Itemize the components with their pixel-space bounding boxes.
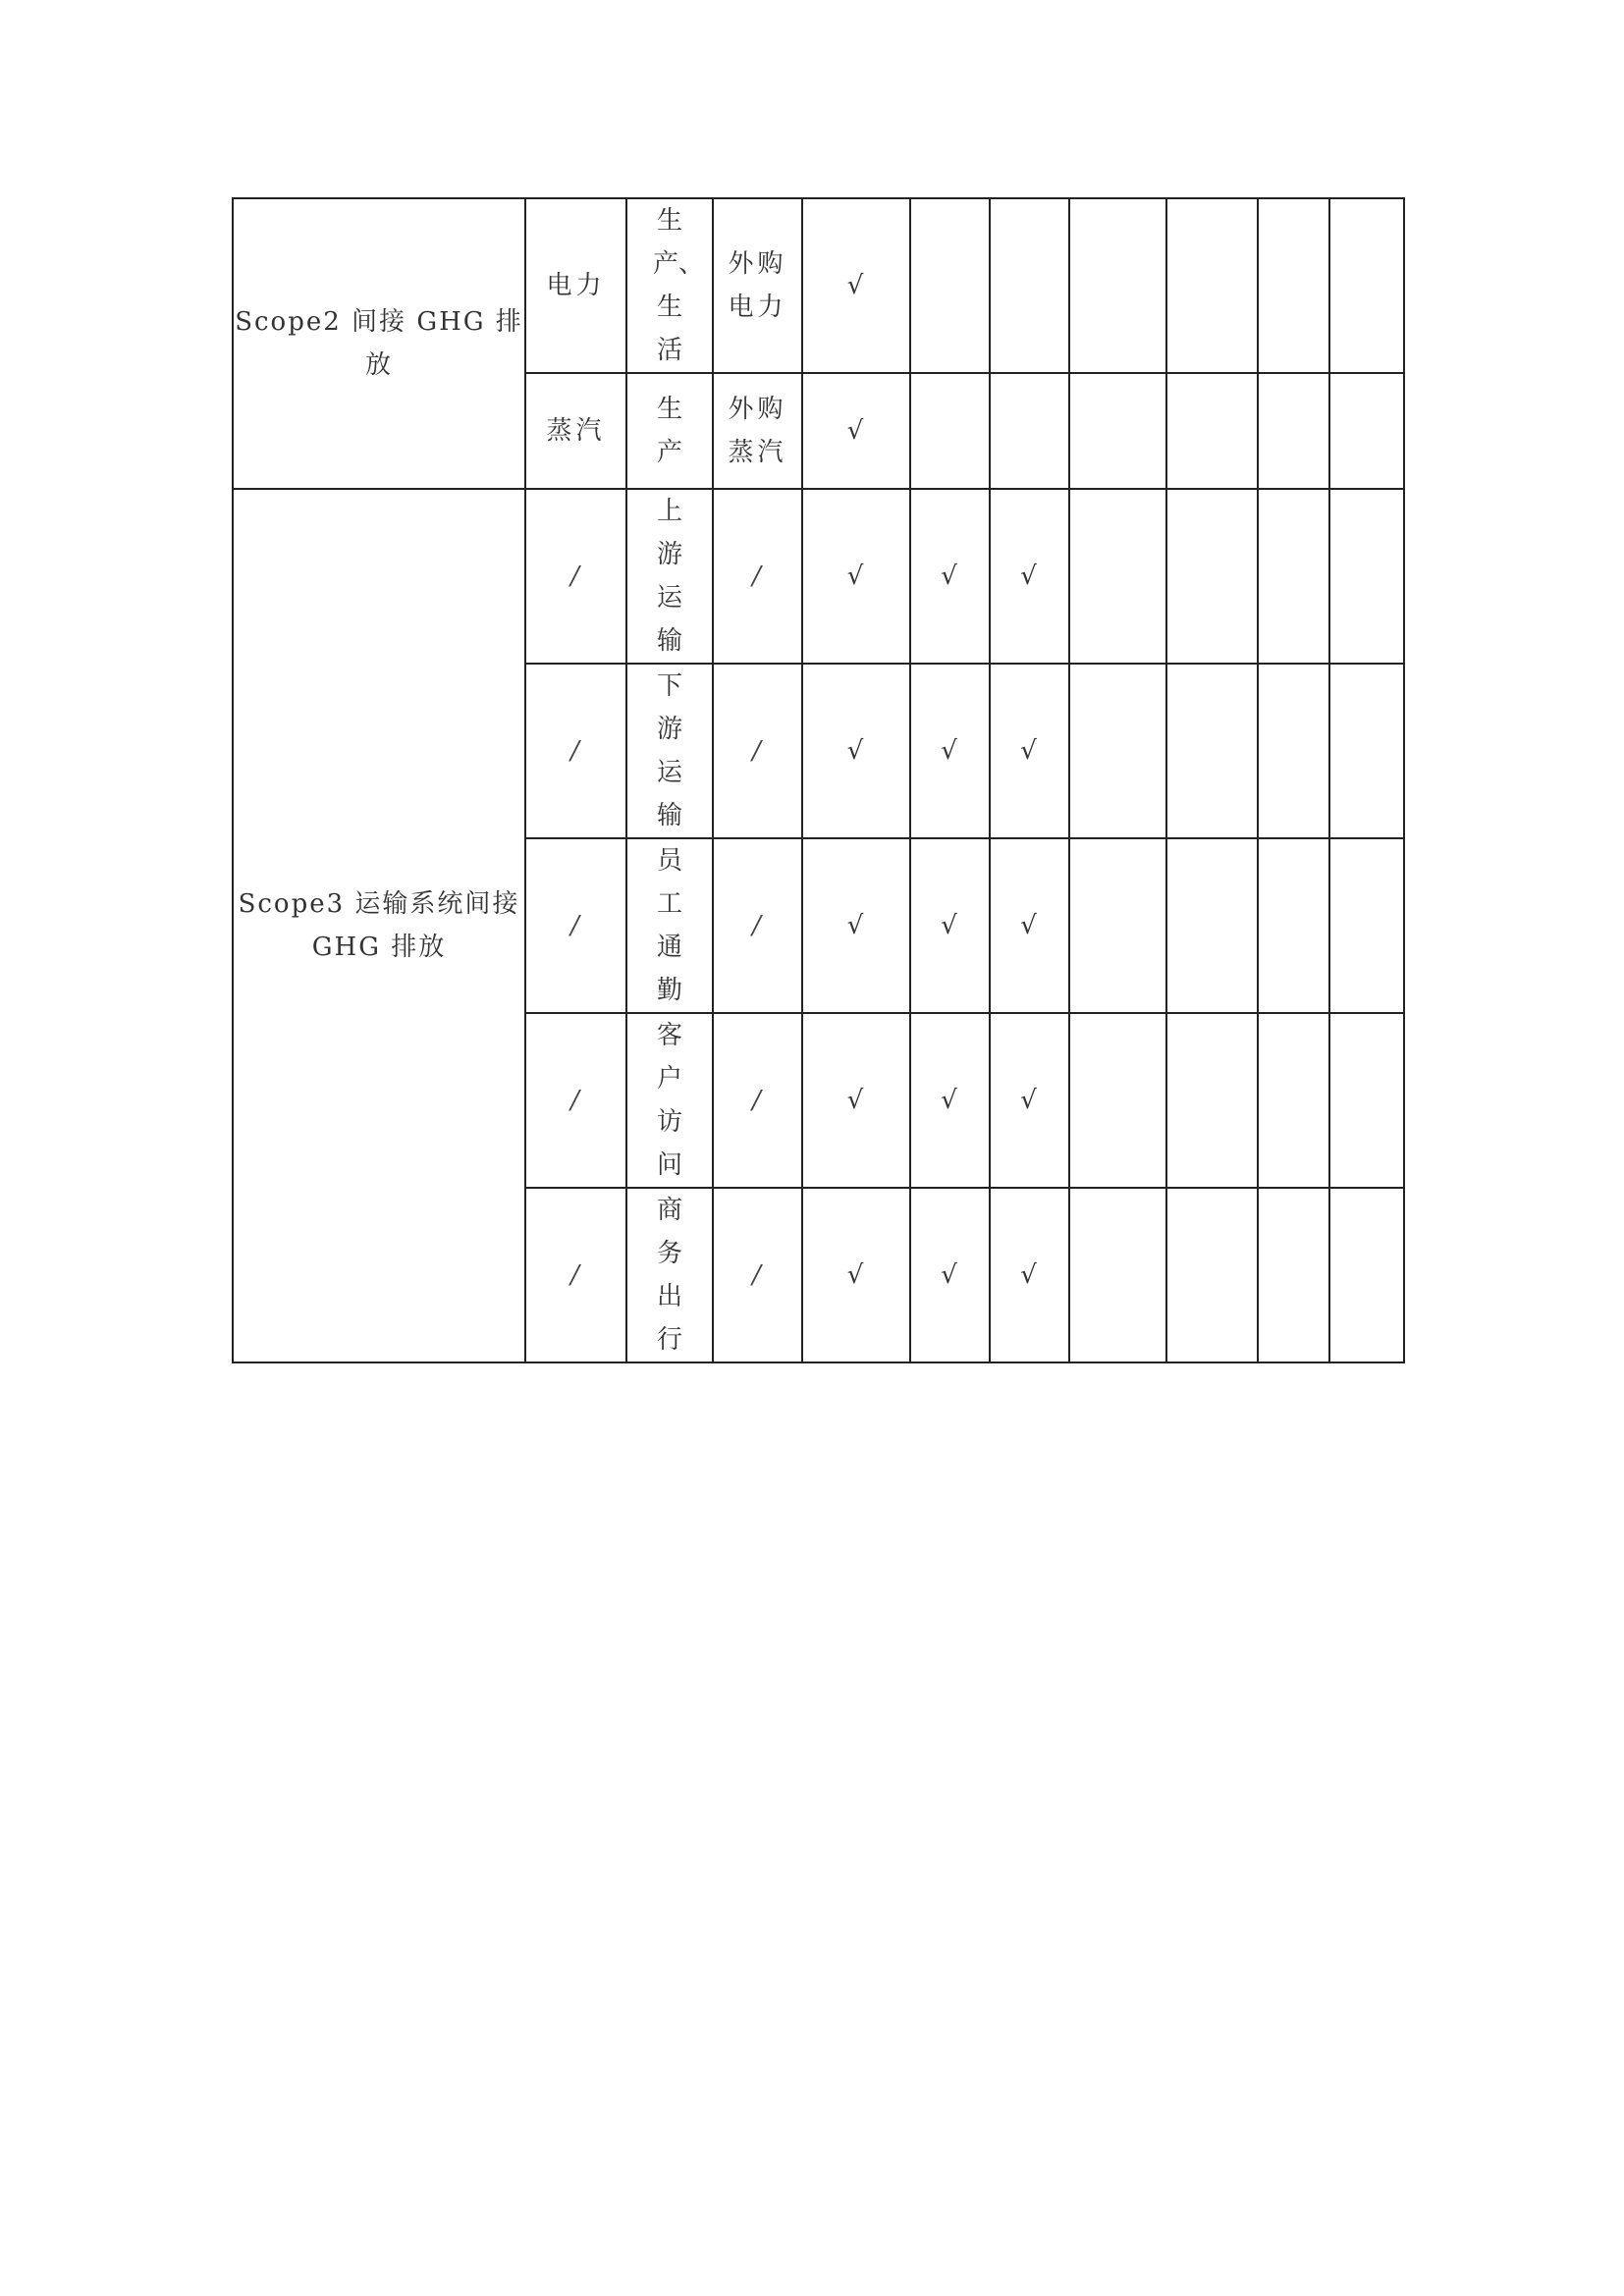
type-text: / xyxy=(752,736,763,766)
use-text: 客户访问 xyxy=(656,1021,682,1180)
type-text: 外购蒸汽 xyxy=(728,395,787,467)
empty-cell xyxy=(1166,373,1258,489)
check-mark: √ xyxy=(941,736,959,766)
use-cell xyxy=(626,198,713,373)
empty-cell xyxy=(1329,489,1404,664)
check-mark: √ xyxy=(846,1086,866,1115)
type-cell xyxy=(713,1188,802,1362)
check-cell xyxy=(910,1188,990,1362)
check-mark: √ xyxy=(846,561,866,591)
empty-cell xyxy=(1166,198,1258,373)
check-cell xyxy=(990,489,1069,664)
empty-cell xyxy=(1166,838,1258,1013)
empty-cell xyxy=(1069,489,1166,664)
empty-cell xyxy=(1166,489,1258,664)
source-cell xyxy=(525,664,626,838)
empty-cell xyxy=(1069,1013,1166,1188)
source-text: 电力 xyxy=(546,271,606,300)
check-cell xyxy=(990,838,1069,1013)
use-cell xyxy=(626,1013,713,1188)
check-cell xyxy=(802,1188,910,1362)
type-cell xyxy=(713,838,802,1013)
type-cell xyxy=(713,1013,802,1188)
use-cell xyxy=(626,1188,713,1362)
check-mark: √ xyxy=(846,911,866,940)
source-cell xyxy=(525,373,626,489)
empty-cell xyxy=(1166,664,1258,838)
check-cell xyxy=(910,664,990,838)
empty-cell xyxy=(1069,1188,1166,1362)
empty-cell xyxy=(1329,198,1404,373)
check-cell xyxy=(802,373,910,489)
check-cell xyxy=(802,489,910,664)
empty-cell xyxy=(1069,373,1166,489)
check-cell xyxy=(910,373,990,489)
empty-cell xyxy=(1166,1188,1258,1362)
check-cell xyxy=(990,1188,1069,1362)
type-text: / xyxy=(752,1086,763,1115)
check-mark: √ xyxy=(941,1086,959,1115)
empty-cell xyxy=(1258,1013,1329,1188)
check-mark: √ xyxy=(1020,911,1039,940)
table-row xyxy=(233,489,1404,664)
source-text: / xyxy=(570,561,581,591)
check-cell xyxy=(802,838,910,1013)
empty-cell xyxy=(1329,373,1404,489)
empty-cell xyxy=(1069,198,1166,373)
use-text: 生产、生活 xyxy=(653,206,705,365)
check-cell xyxy=(990,373,1069,489)
source-cell xyxy=(525,198,626,373)
source-cell xyxy=(525,838,626,1013)
check-cell xyxy=(990,664,1069,838)
empty-cell xyxy=(1258,373,1329,489)
check-cell xyxy=(802,664,910,838)
source-text: 蒸汽 xyxy=(546,416,606,446)
empty-cell xyxy=(1069,838,1166,1013)
check-mark: √ xyxy=(1020,1260,1039,1290)
type-text: / xyxy=(752,1260,763,1290)
empty-cell xyxy=(1329,664,1404,838)
type-cell xyxy=(713,664,802,838)
scope2-label-cell xyxy=(233,198,525,489)
check-cell xyxy=(990,198,1069,373)
check-mark: √ xyxy=(1020,736,1039,766)
check-cell xyxy=(910,198,990,373)
use-cell xyxy=(626,664,713,838)
type-cell xyxy=(713,198,802,373)
empty-cell xyxy=(1329,838,1404,1013)
empty-cell xyxy=(1069,664,1166,838)
check-cell xyxy=(802,198,910,373)
empty-cell xyxy=(1258,664,1329,838)
type-text: / xyxy=(752,911,763,940)
check-mark: √ xyxy=(846,416,866,446)
source-text: / xyxy=(570,1086,581,1115)
check-cell xyxy=(802,1013,910,1188)
use-cell xyxy=(626,489,713,664)
check-mark: √ xyxy=(1020,561,1039,591)
table-row xyxy=(233,198,1404,373)
scope2-label: Scope2 间接 GHG 排放 xyxy=(235,307,523,380)
use-text: 生产 xyxy=(656,395,682,467)
use-text: 商务出行 xyxy=(656,1196,682,1355)
type-cell xyxy=(713,373,802,489)
empty-cell xyxy=(1329,1013,1404,1188)
type-cell xyxy=(713,489,802,664)
use-cell xyxy=(626,373,713,489)
source-text: / xyxy=(570,911,581,940)
check-mark: √ xyxy=(846,271,866,300)
source-cell xyxy=(525,489,626,664)
source-cell xyxy=(525,1013,626,1188)
use-text: 下游运输 xyxy=(656,671,682,830)
empty-cell xyxy=(1258,489,1329,664)
empty-cell xyxy=(1166,1013,1258,1188)
source-text: / xyxy=(570,1260,581,1290)
check-mark: √ xyxy=(846,1260,866,1290)
type-text: / xyxy=(752,561,763,591)
check-mark: √ xyxy=(1020,1086,1039,1115)
check-cell xyxy=(910,1013,990,1188)
scope3-label: Scope3 运输系统间接 GHG 排放 xyxy=(238,889,520,962)
check-cell xyxy=(910,489,990,664)
scope3-label-cell xyxy=(233,489,525,1362)
check-mark: √ xyxy=(941,561,959,591)
check-mark: √ xyxy=(941,911,959,940)
empty-cell xyxy=(1258,838,1329,1013)
source-text: / xyxy=(570,736,581,766)
empty-cell xyxy=(1329,1188,1404,1362)
source-cell xyxy=(525,1188,626,1362)
check-mark: √ xyxy=(846,736,866,766)
ghg-emission-table xyxy=(232,197,1405,1363)
check-mark: √ xyxy=(941,1260,959,1290)
check-cell xyxy=(910,838,990,1013)
use-text: 上游运输 xyxy=(656,497,682,656)
empty-cell xyxy=(1258,1188,1329,1362)
use-cell xyxy=(626,838,713,1013)
use-text: 员工通勤 xyxy=(656,846,682,1005)
type-text: 外购电力 xyxy=(728,249,787,322)
check-cell xyxy=(990,1013,1069,1188)
empty-cell xyxy=(1258,198,1329,373)
